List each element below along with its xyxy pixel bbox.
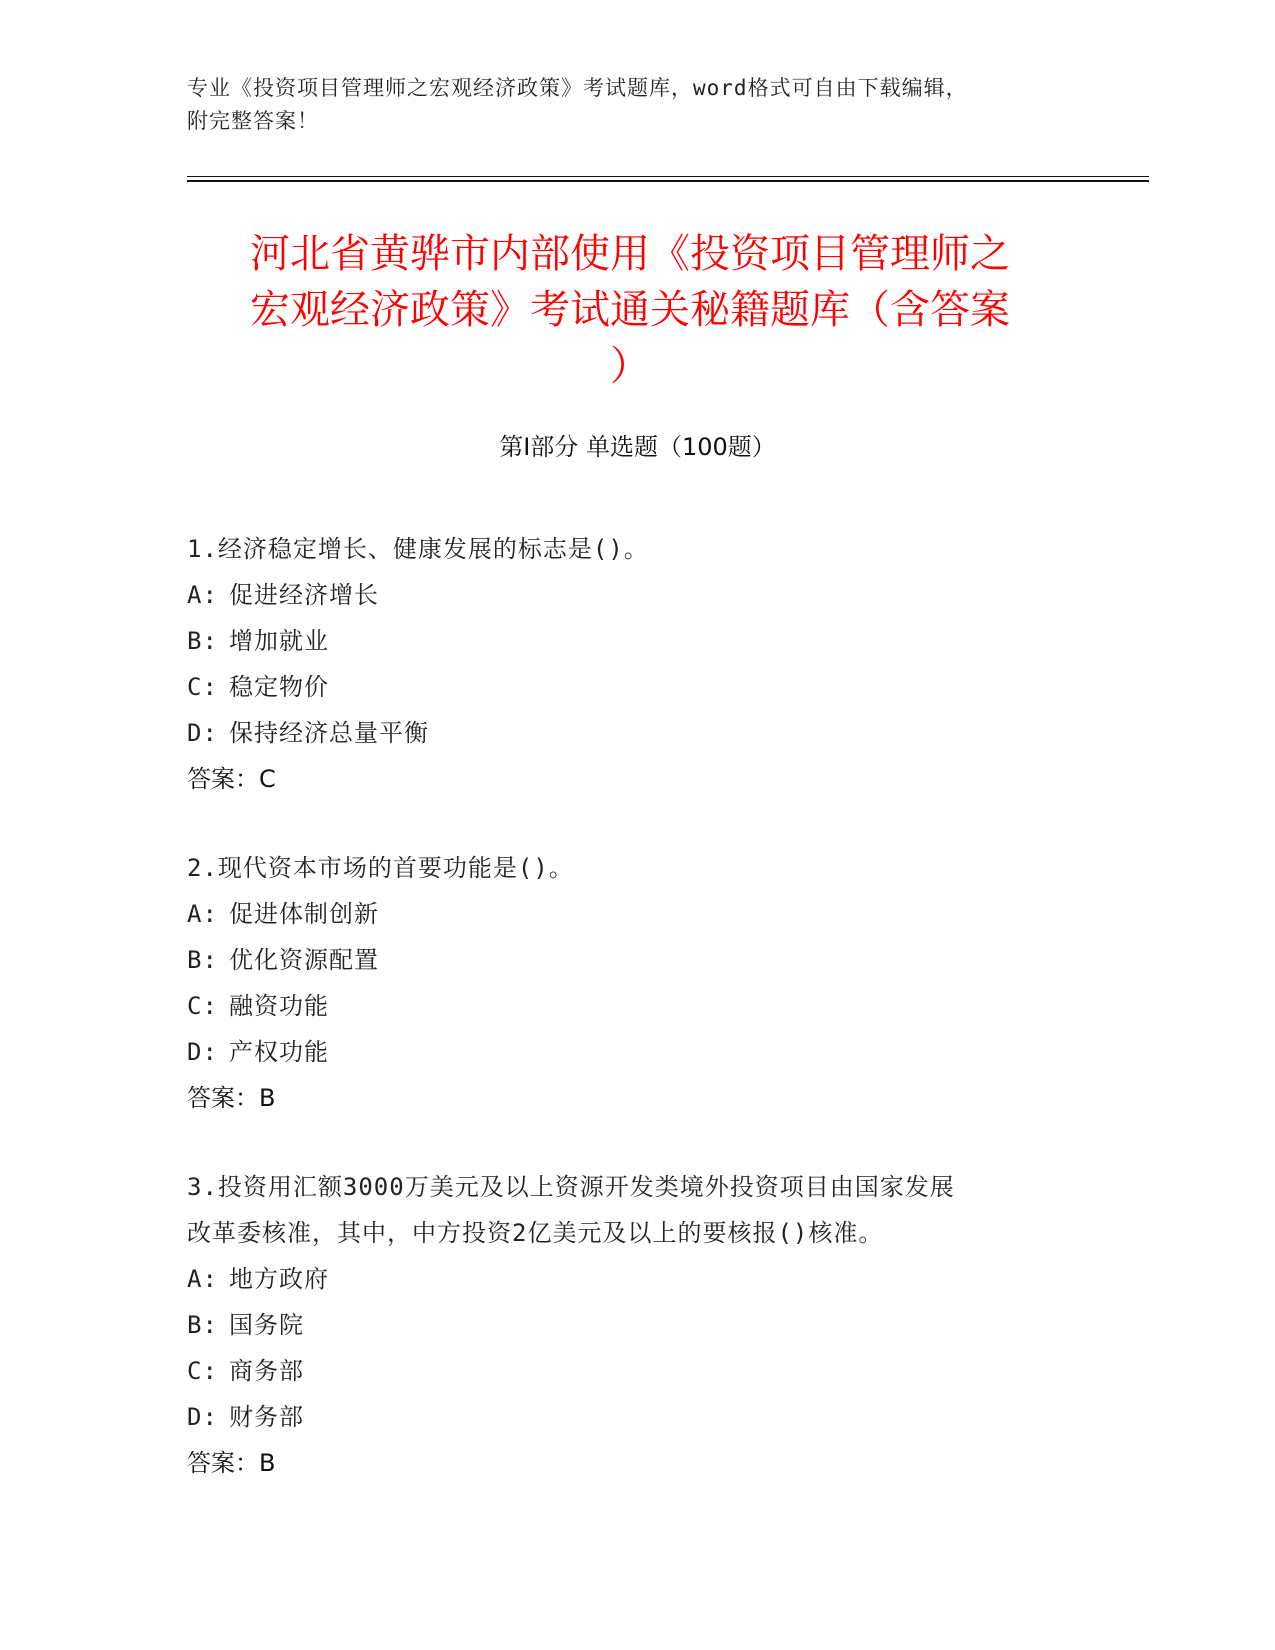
option-d bbox=[187, 710, 1067, 756]
option-text: 优化资源配置 bbox=[229, 946, 379, 974]
header-divider-thick bbox=[187, 180, 1149, 182]
option-text: 保持经济总量平衡 bbox=[229, 719, 429, 747]
option-letter: D: bbox=[187, 1403, 218, 1431]
option-text: 地方政府 bbox=[229, 1265, 329, 1293]
option-letter: A: bbox=[187, 900, 218, 928]
question-3 bbox=[187, 1164, 1067, 1486]
option-text: 产权功能 bbox=[229, 1038, 329, 1066]
question-list bbox=[187, 526, 1067, 1529]
option-letter: B: bbox=[187, 627, 218, 655]
question-stem-line-2: 改革委核准，其中，中方投资2亿美元及以上的要核报()核准。 bbox=[187, 1219, 884, 1247]
option-a bbox=[187, 572, 1067, 618]
title-line-1: 河北省黄骅市内部使用《投资项目管理师之 bbox=[250, 231, 1010, 277]
option-letter: C: bbox=[187, 992, 218, 1020]
option-b bbox=[187, 937, 1067, 983]
answer-line: 答案：C bbox=[187, 765, 276, 793]
option-text: 国务院 bbox=[229, 1311, 304, 1339]
option-letter: B: bbox=[187, 1311, 218, 1339]
answer-line: 答案：B bbox=[187, 1449, 276, 1477]
option-letter: A: bbox=[187, 1265, 218, 1293]
header-divider-thin bbox=[187, 176, 1149, 177]
option-text: 稳定物价 bbox=[229, 673, 329, 701]
option-b bbox=[187, 618, 1067, 664]
option-letter: D: bbox=[187, 1038, 218, 1066]
intro-line-2: 附完整答案！ bbox=[187, 109, 319, 133]
option-text: 财务部 bbox=[229, 1403, 304, 1431]
option-d bbox=[187, 1029, 1067, 1075]
option-c bbox=[187, 1348, 1067, 1394]
section-heading: 第I部分 单选题（100题） bbox=[499, 433, 776, 461]
intro-text bbox=[187, 72, 1087, 138]
question-stem: 1.经济稳定增长、健康发展的标志是()。 bbox=[187, 535, 649, 563]
option-c bbox=[187, 664, 1067, 710]
intro-line-1: 专业《投资项目管理师之宏观经济政策》考试题库，word格式可自由下载编辑， bbox=[187, 76, 968, 100]
title-line-3: ） bbox=[610, 343, 650, 389]
option-letter: A: bbox=[187, 581, 218, 609]
option-c bbox=[187, 983, 1067, 1029]
option-letter: C: bbox=[187, 1357, 218, 1385]
option-letter: D: bbox=[187, 719, 218, 747]
title-line-2: 宏观经济政策》考试通关秘籍题库（含答案 bbox=[250, 287, 1010, 333]
document-title bbox=[190, 226, 1070, 394]
question-1 bbox=[187, 526, 1067, 802]
option-a bbox=[187, 1256, 1067, 1302]
question-stem-line-1: 3.投资用汇额3000万美元及以上资源开发类境外投资项目由国家发展 bbox=[187, 1173, 955, 1201]
answer-line: 答案：B bbox=[187, 1084, 276, 1112]
question-stem: 2.现代资本市场的首要功能是()。 bbox=[187, 854, 574, 882]
option-text: 商务部 bbox=[229, 1357, 304, 1385]
option-d bbox=[187, 1394, 1067, 1440]
option-letter: B: bbox=[187, 946, 218, 974]
option-text: 融资功能 bbox=[229, 992, 329, 1020]
option-b bbox=[187, 1302, 1067, 1348]
question-2 bbox=[187, 845, 1067, 1121]
option-text: 促进体制创新 bbox=[229, 900, 379, 928]
option-text: 增加就业 bbox=[229, 627, 329, 655]
option-a bbox=[187, 891, 1067, 937]
option-text: 促进经济增长 bbox=[229, 581, 379, 609]
option-letter: C: bbox=[187, 673, 218, 701]
